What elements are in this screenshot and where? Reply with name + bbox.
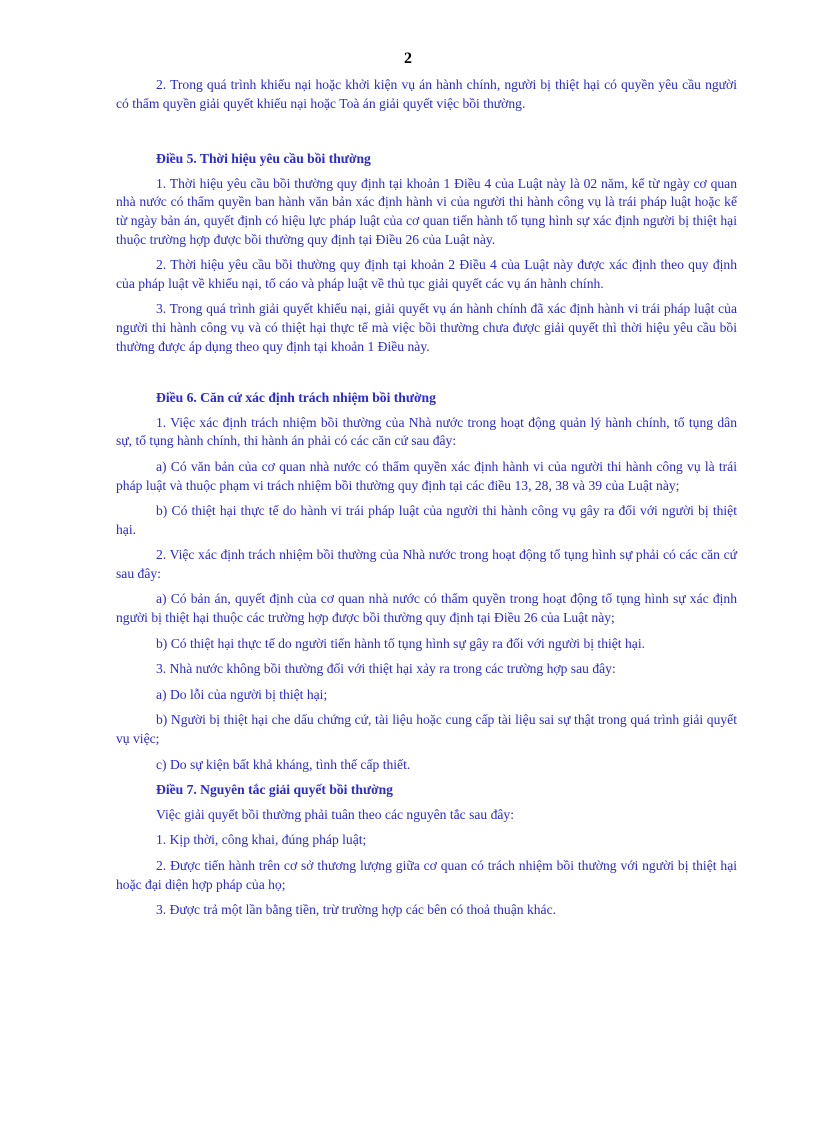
- article-7-paragraph: 1. Kịp thời, công khai, đúng pháp luật;: [156, 832, 367, 848]
- section-spacer: [116, 363, 737, 389]
- intro-paragraph-2: 2. Trong quá trình khiếu nại hoặc khởi kiện vụ án hành chính, người bị thiệt hại có quyền yêu cầu người có thẩm quyền giải quyết khiếu nại hoặc Toà án giải quyết việc bồi thường.: [116, 77, 737, 111]
- article-6-paragraph: 3. Nhà nước không bồi thường đối với thiệt hại xảy ra trong các trường hợp sau đây:: [156, 661, 616, 677]
- article-6-heading: Điều 6. Căn cứ xác định trách nhiệm bồi thường: [156, 390, 436, 406]
- article-7: [116, 781, 737, 920]
- article-7-paragraph: Việc giải quyết bồi thường phải tuân theo các nguyên tắc sau đây:: [156, 806, 515, 822]
- article-5-paragraph: 1. Thời hiệu yêu cầu bồi thường quy định tại khoản 1 Điều 4 của Luật này là 02 năm, kể từ ngày cơ quan nhà nước có thẩm quyền ban hành văn bản xác định hành vi của người thi hành công vụ là trái pháp luật hoặc kể từ ngày bản án, quyết định có hiệu lực pháp luật của cơ quan tiến hành tố tụng hình sự xác định người bị thiệt hại thuộc trường hợp được bồi thường quy định tại Điều 26 của Luật này.: [116, 175, 737, 247]
- article-5-paragraph: 2. Thời hiệu yêu cầu bồi thường quy định tại khoản 2 Điều 4 của Luật này được xác định theo quy định của pháp luật về khiếu nại, tố cáo và pháp luật về thủ tục giải quyết các vụ án hành chính.: [116, 257, 737, 291]
- article-7-heading: Điều 7. Nguyên tắc giải quyết bồi thường: [156, 782, 393, 798]
- page-number: 2: [404, 50, 412, 67]
- article-6: [116, 389, 737, 774]
- article-6-paragraph: b) Có thiệt hại thực tế do người tiến hành tố tụng hình sự gây ra đối với người bị thiệt hại.: [156, 635, 645, 651]
- article-7-paragraph: 3. Được trả một lần bằng tiền, trừ trường hợp các bên có thoả thuận khác.: [156, 902, 557, 918]
- article-5-heading: Điều 5. Thời hiệu yêu cầu bồi thường: [156, 151, 371, 167]
- article-6-paragraph: 1. Việc xác định trách nhiệm bồi thường của Nhà nước trong hoạt động quản lý hành chính, tố tụng dân sự, tố tụng hành chính, thi hành án phải có các căn cứ sau đây:: [116, 414, 737, 449]
- article-6-paragraph: a) Do lỗi của người bị thiệt hại;: [156, 686, 328, 702]
- article-6-paragraph: a) Có bản án, quyết định của cơ quan nhà nước có thẩm quyền trong hoạt động tố tụng hình sự xác định người bị thiệt hại thuộc các trường hợp được bồi thường quy định tại Điều 26 của Luật này;: [116, 591, 737, 626]
- article-5-paragraph: 3. Trong quá trình giải quyết khiếu nại, giải quyết vụ án hành chính đã xác định hành vi trái pháp luật của người thi hành công vụ và có thiệt hại thực tế mà việc bồi thường chưa được giải quyết thì thời hiệu yêu cầu bồi thường được áp dụng theo quy định tại khoản 1 Điều này.: [116, 301, 737, 354]
- article-6-paragraph: c) Do sự kiện bất khả kháng, tình thế cấp thiết.: [156, 756, 411, 772]
- article-6-paragraph: b) Người bị thiệt hại che dấu chứng cứ, tài liệu hoặc cung cấp tài liệu sai sự thật trong quá trình giải quyết vụ việc;: [116, 712, 737, 747]
- article-6-paragraph: b) Có thiệt hại thực tế do hành vi trái pháp luật của người thi hành công vụ gây ra đối với người bị thiệt hại.: [116, 503, 737, 537]
- section-spacer: [116, 120, 737, 150]
- document-body: [116, 76, 737, 927]
- article-6-paragraph: a) Có văn bản của cơ quan nhà nước có thẩm quyền xác định hành vi của người thi hành công vụ là trái pháp luật và thuộc phạm vi trách nhiệm bồi thường quy định tại các điều 13, 28, 38 và 39 của Luật này;: [116, 458, 737, 493]
- article-7-paragraph: 2. Được tiến hành trên cơ sở thương lượng giữa cơ quan có trách nhiệm bồi thường với người bị thiệt hại hoặc đại diện hợp pháp của họ;: [116, 858, 737, 892]
- article-5: [116, 150, 737, 356]
- article-6-paragraph: 2. Việc xác định trách nhiệm bồi thường của Nhà nước trong hoạt động tố tụng hình sự phải có các căn cứ sau đây:: [116, 547, 737, 581]
